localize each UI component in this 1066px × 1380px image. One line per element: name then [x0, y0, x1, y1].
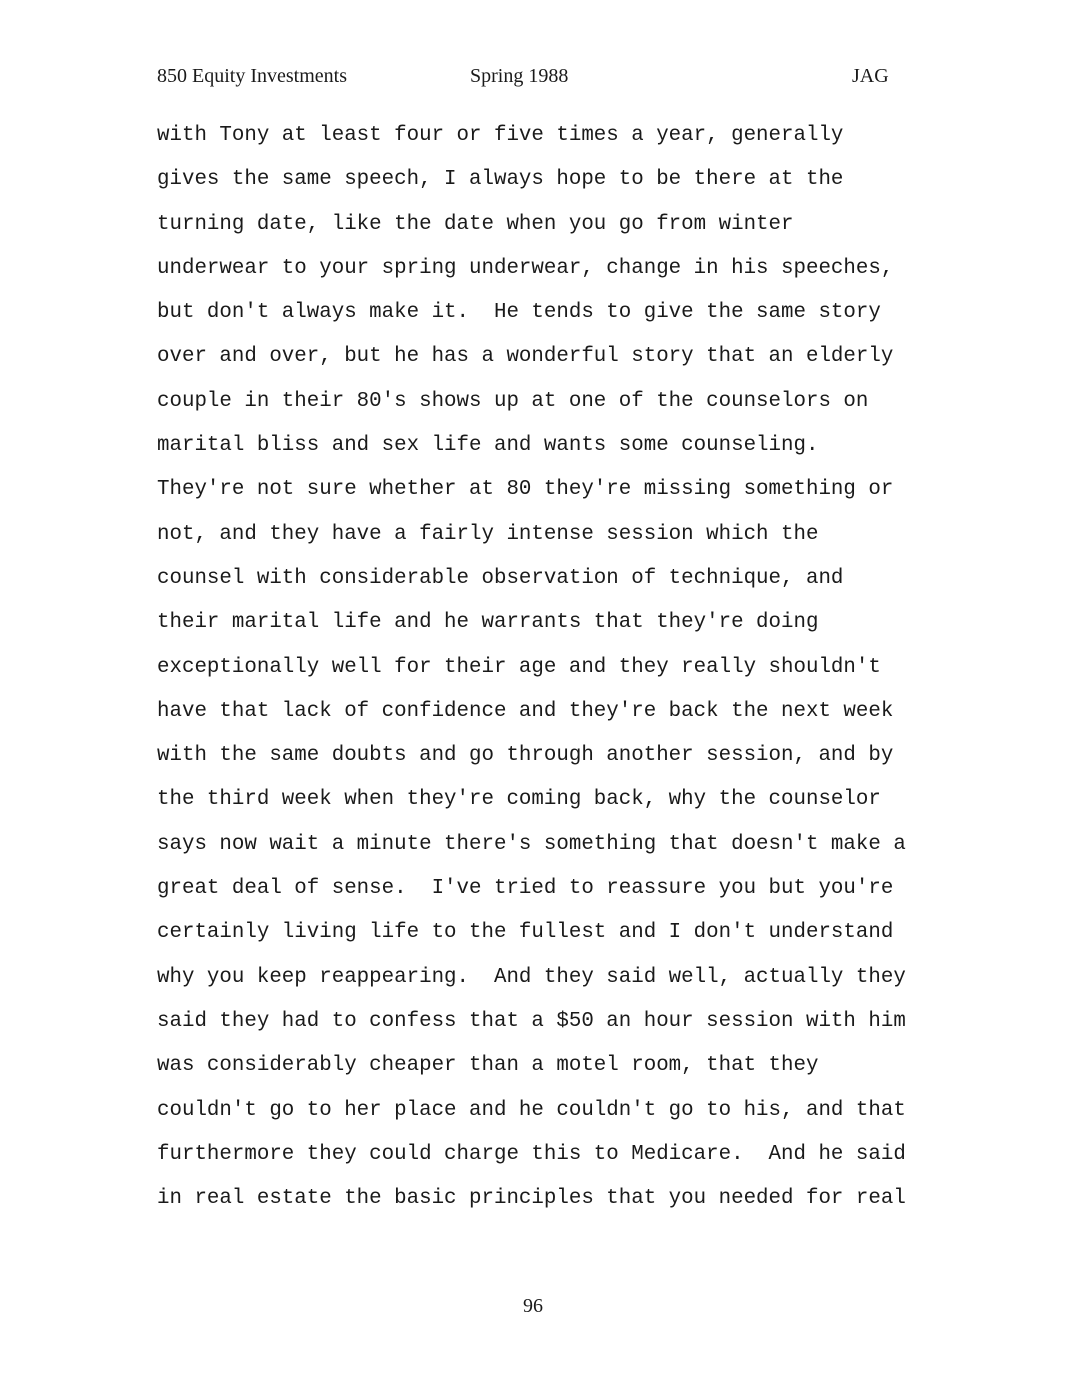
page-header [0, 62, 1066, 90]
text-line: exceptionally well for their age and they really shouldn't [157, 655, 881, 679]
text-line: but don't always make it. He tends to give the same story [157, 301, 881, 325]
text-line: with Tony at least four or five times a year, generally [157, 124, 844, 147]
text-line: couple in their 80's shows up at one of the counselors on [157, 389, 869, 413]
text-line: gives the same speech, I always hope to be there at the [157, 168, 844, 192]
text-line: in real estate the basic principles that you needed for real [157, 1187, 906, 1211]
text-line: underwear to your spring underwear, change in his speeches, [157, 256, 894, 280]
text-line: with the same doubts and go through another session, and by [157, 744, 894, 768]
text-line: counsel with considerable observation of technique, and [157, 566, 844, 590]
text-line: says now wait a minute there's something that doesn't make a [157, 832, 906, 856]
text-line: couldn't go to her place and he couldn't go to his, and that [157, 1098, 906, 1122]
text-line: They're not sure whether at 80 they're missing something or [157, 478, 894, 502]
text-line: turning date, like the date when you go from winter [157, 212, 794, 236]
text-line: over and over, but he has a wonderful story that an elderly [157, 345, 894, 369]
text-line: the third week when they're coming back, why the counselor [157, 788, 881, 812]
transcript-body [157, 120, 937, 1227]
text-line: have that lack of confidence and they're back the next week [157, 699, 894, 723]
text-line: great deal of sense. I've tried to reassure you but you're [157, 877, 894, 901]
text-line: was considerably cheaper than a motel room, that they [157, 1054, 819, 1078]
page-number: 96 [523, 1295, 543, 1317]
text-line: their marital life and he warrants that they're doing [157, 611, 819, 635]
text-line: marital bliss and sex life and wants some counseling. [157, 434, 819, 458]
text-line: not, and they have a fairly intense session which the [157, 522, 819, 546]
text-line: furthermore they could charge this to Medicare. And he said [157, 1142, 906, 1166]
course-title: 850 Equity Investments [157, 65, 347, 87]
text-line: why you keep reappearing. And they said well, actually they [157, 965, 906, 989]
text-line: certainly living life to the fullest and I don't understand [157, 921, 894, 945]
term-label: Spring 1988 [470, 65, 569, 87]
text-line: said they had to confess that a $50 an hour session with him [157, 1009, 906, 1033]
author-initials: JAG [852, 65, 889, 87]
